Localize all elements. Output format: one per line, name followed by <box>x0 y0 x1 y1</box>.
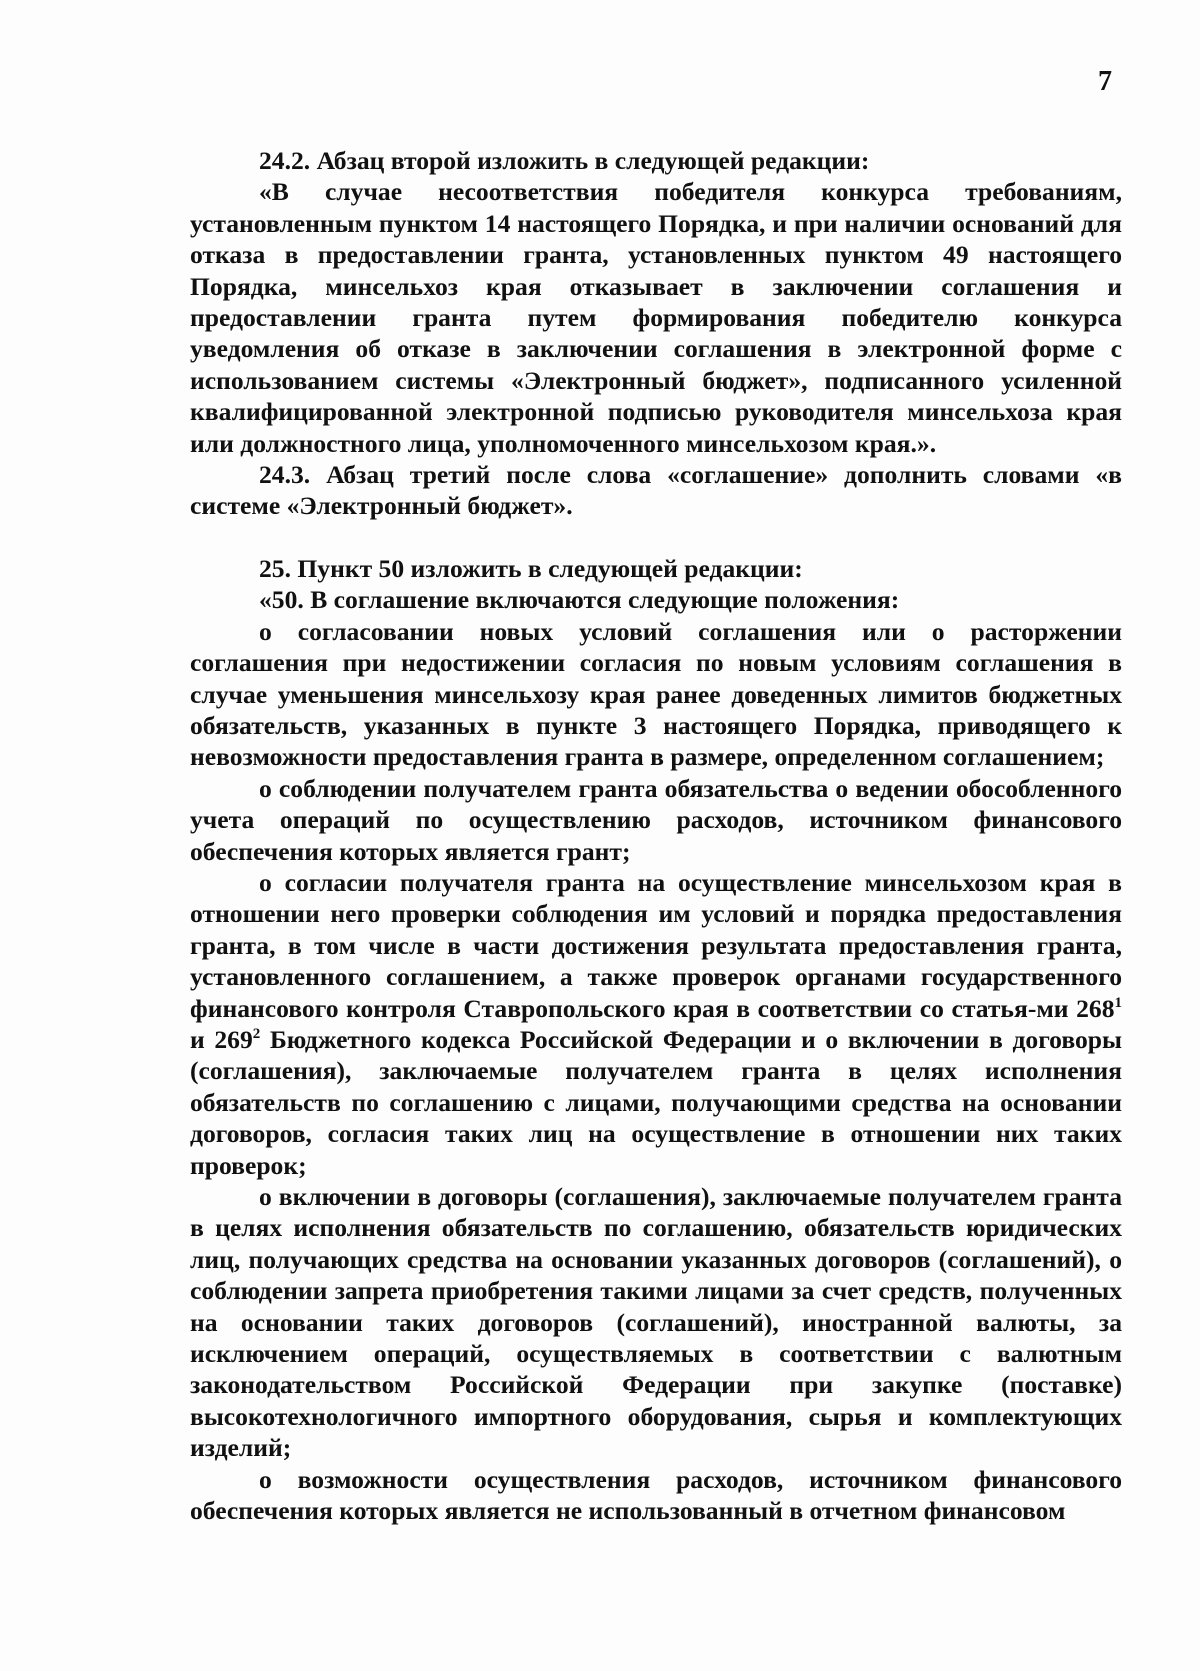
inspection-text-middle: и 269 <box>190 1024 253 1054</box>
list-item-new-conditions: о согласовании новых условий соглашения или о расторжении соглашения при недостижении согласия по новым условиям соглашения в случае уменьшения минсельхозу края ранее доведенных лимитов бюджетных обязательств, указанных в пункте 3 настоящего Порядка, приводящего к невозможности предоставления гранта в размере, определенном соглашением; <box>190 616 1122 772</box>
paragraph-24-3-text: 24.3. Абзац третий после слова «соглашение» дополнить словами «в системе «Электронный бюджет». <box>190 460 1122 521</box>
document-body <box>190 145 1122 1526</box>
page-number: 7 <box>1098 66 1112 97</box>
superscript-1: 1 <box>1114 994 1122 1011</box>
inspection-text-after: Бюджетного кодекса Российской Федерации и о включении в договоры (соглашения), заключаемые получателем гранта в целях исполнения обязательств по соглашению с лицами, получающими средства на основании договоров, согласия таких лиц на осуществление в отношении них таких проверок; <box>190 1024 1122 1180</box>
paragraph-25-heading: 25. Пункт 50 изложить в следующей редакции: <box>259 553 803 583</box>
list-item-currency-ban: о включении в договоры (соглашения), заключаемые получателем гранта в целях исполнения обязательств по соглашению, обязательств юридических лиц, получающих средства на основании указанных договоров (соглашений), о соблюдении запрета приобретения такими лицами за счет средств, полученных на основании таких договоров (соглашений), иностранной валюты, за исключением операций, осуществляемых в соответствии с валютным законодательством Российской Федерации при закупке (поставке) высокотехнологичного импортного оборудования, сырья и комплектующих изделий; <box>190 1182 1122 1463</box>
inspection-text-before: о согласии получателя гранта на осуществление минсельхозом края в отношении него проверки соблюдения им условий и порядка предоставления гранта, в том числе в части достижения результата предоставления гранта, установленного соглашением, а также проверок органами государственного финансового контроля Ставропольского края в соответствии со статья-ми 268 <box>190 867 1122 1023</box>
paragraph-50-intro: «50. В соглашение включаются следующие положения: <box>259 585 900 615</box>
paragraph-24-2-heading: 24.2. Абзац второй изложить в следующей редакции: <box>259 146 870 175</box>
superscript-2: 2 <box>252 1025 261 1042</box>
list-item-inspection-consent <box>190 867 1122 1181</box>
list-item-separate-accounting: о соблюдении получателем гранта обязательства о ведении обособленного учета операций по осуществлению расходов, источником финансового обеспечения которых является грант; <box>190 773 1122 866</box>
paragraph-24-2-text: «В случае несоответствия победителя конкурса требованиям, установленным пунктом 14 настоящего Порядка, и при наличии оснований для отказа в предоставлении гранта, установленных пунктом 49 настоящего Порядка, минсельхоз края отказывает в заключении соглашения и предоставлении гранта путем формирования победителю конкурса уведомления об отказе в заключении соглашения в электронной форме с использованием системы «Электронный бюджет», подписанного усиленной квалифицированной электронной подписью руководителя минсельхоза края или должностного лица, уполномоченного минсельхозом края.». <box>190 177 1122 458</box>
list-item-unused-balance: о возможности осуществления расходов, источником финансового обеспечения которых является не использованный в отчетном финансовом <box>190 1464 1122 1526</box>
